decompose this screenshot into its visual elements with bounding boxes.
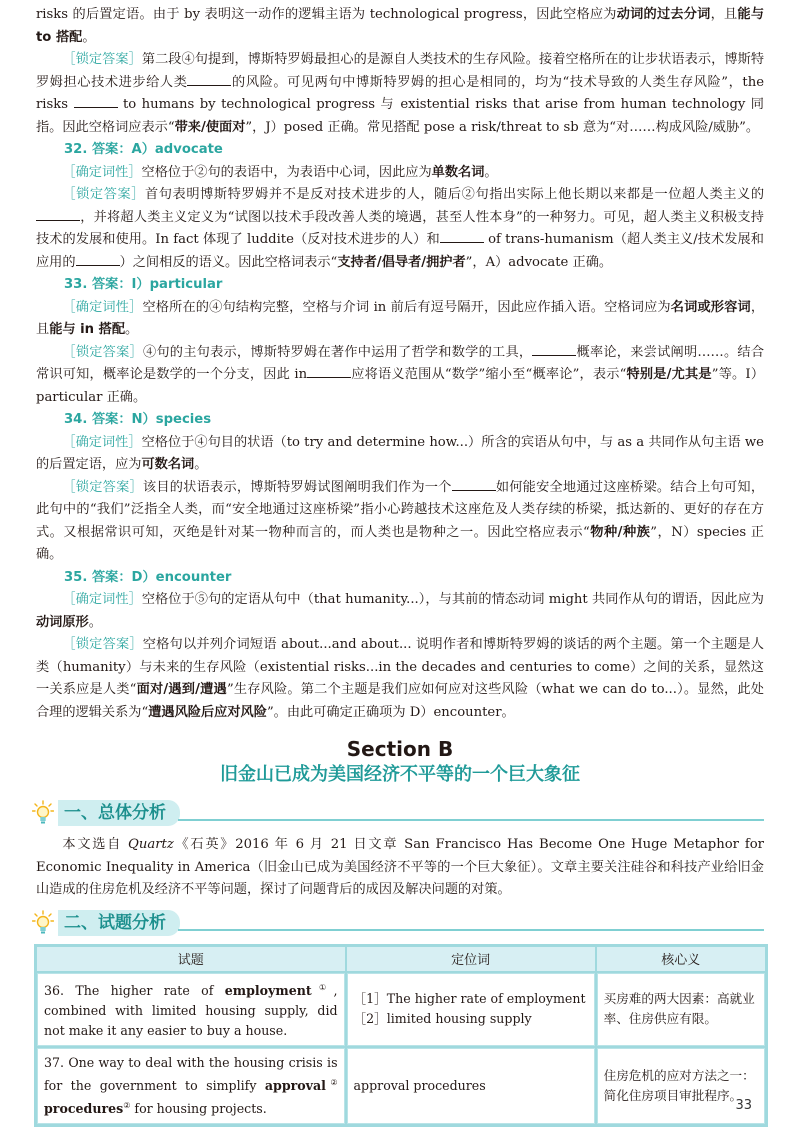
- lightbulb-icon: [32, 910, 54, 936]
- analysis-heading-label: 二、试题分析: [58, 910, 180, 936]
- page-number: 33: [735, 1098, 752, 1113]
- overview-paragraph: 本文选自 Quartz《石英》2016 年 6 月 21 日文章 San Francisco Has Become One Huge Metaphor for Economic Inequality in America（旧金山已成为美国经济不平等的一个巨大象征）。文章主要关注硅谷和科技产业给旧金山造成的住房危机及经济不平等问题，探讨了问题背后的成因及解决问题的对策。: [36, 837, 764, 897]
- answer-34: 34. 答案：N）species: [64, 412, 212, 427]
- q33-pos: ［确定词性］空格所在的④句结构完整，空格与介词 in 前后有逗号隔开，因此应作插入语。空格词应为名词或形容词，且能与 in 搭配。: [36, 299, 765, 337]
- blank-line: [532, 343, 576, 356]
- answer-33: 33. 答案：I）particular: [64, 277, 223, 292]
- blank-line: [452, 478, 496, 491]
- blank-line: [36, 208, 80, 221]
- q34-answer-detail: ［锁定答案］该目的状语表示，博斯特罗姆试图阐明我们作为一个 如何能安全地通过这座桥梁。结合上句可知，此句中的“我们”泛指全人类，而“安全地通过这座桥梁”指小心跨越技术这座危及人类存续的桥梁，抵达新的、更好的存在方式。又根据常识可知，灭绝是针对某一物种而言的，而人类也是物种之一。因此空格应表示“物种/种族”，N）species 正确。: [36, 479, 765, 562]
- locator-cell: approval procedures: [347, 1048, 595, 1124]
- column-header-locator: 定位词: [347, 947, 595, 971]
- blank-line: [187, 73, 231, 86]
- paragraph-q31-anchor: ［锁定答案］第二段④句提到，博斯特罗姆最担心的是源自人类技术的生存风险。接着空格所在的让步状语表示，博斯特罗姆担心技术进步给人类 的风险。可见两句中博斯特罗姆的担心是相同的，均为“技术导致的人类生存风险”，the risks to humans by technological progress 与 existential risks that arise from human technology 同指。因此空格词应表示“带来/使面对”，J）posed 正确。常见搭配 pose a risk/threat to sb 意为“对……构成风险/威胁”。: [36, 52, 765, 135]
- heading-divider: [178, 915, 764, 931]
- question-cell: 37. One way to deal with the housing crisis is for the government to simplify approval② procedures② for housing projects.: [37, 1048, 345, 1124]
- core-meaning-cell: 买房难的两大因素：高就业率、住房供应有限。: [597, 973, 765, 1046]
- table-row: [37, 973, 765, 1046]
- section-title: Section B: [346, 737, 454, 761]
- paragraph-q31-tail: risks 的后置定语。由于 by 表明这一动作的逻辑主语为 technological progress，因此空格应为动词的过去分词，且能与 to 搭配。: [36, 7, 765, 45]
- analysis-table: [35, 945, 767, 1127]
- section-subtitle: 旧金山已成为美国经济不平等的一个巨大象征: [220, 764, 580, 785]
- core-meaning-cell: 住房危机的应对方法之一：简化住房项目审批程序。: [597, 1048, 765, 1124]
- blank-line: [76, 253, 120, 266]
- q32-pos: ［确定词性］空格位于②句的表语中，为表语中心词，因此应为单数名词。: [62, 164, 498, 180]
- lightbulb-icon: [32, 800, 54, 826]
- column-header-core-meaning: 核心义: [597, 947, 765, 971]
- column-header-question: 试题: [37, 947, 345, 971]
- q35-answer-detail: ［锁定答案］空格句以并列介词短语 about...and about... 说明作者和博斯特罗姆的谈话的两个主题。第一个主题是人类（humanity）与未来的生存风险（existential risks...in the decades and centuries to come）之间的关系，显然这一关系应是人类“面对/遇到/遭遇”生存风险。第二个主题是我们应如何应对这些风险（what we can do to...）。显然，此处合理的逻辑关系为“遭遇风险后应对风险”。由此可确定正确项为 D）encounter。: [36, 637, 764, 720]
- q34-pos: ［确定词性］空格位于④句目的状语（to try and determine how...）所含的宾语从句中，与 as a 共同作从句主语 we 的后置定语，应为可数名词。: [36, 434, 764, 472]
- q33-answer-detail: ［锁定答案］④句的主句表示，博斯特罗姆在著作中运用了哲学和数学的工具， 概率论，来尝试阐明……。结合常识可知，概率论是数学的一个分支，因此 in 应将语义范围从“数学”缩小至“概率论”，表示“特别是/尤其是”等。I）particular 正确。: [36, 344, 765, 405]
- blank-line: [74, 95, 118, 108]
- page-content: [36, 4, 764, 1127]
- table-header-row: [37, 947, 765, 971]
- blank-line: [307, 365, 351, 378]
- heading-divider: [178, 805, 764, 821]
- overview-heading: [32, 798, 764, 828]
- answer-32: 32. 答案：A）advocate: [64, 142, 223, 157]
- q32-answer-detail: ［锁定答案］首句表明博斯特罗姆并不是反对技术进步的人，随后②句指出实际上他长期以来都是一位超人类主义的，并将超人类主义定义为“试图以技术手段改善人类的境遇，甚至人性本身”的一种努力。可见，超人类主义积极支持技术的发展和使用。In fact 体现了 luddite（反对技术进步的人）和 of trans-humanism（超人类主义/技术发展和应用的 ）之间相反的语义。因此空格词表示“支持者/倡导者/拥护者”，A）advocate 正确。: [36, 187, 765, 270]
- blank-line: [440, 230, 484, 243]
- question-cell: 36. The higher rate of employment①, combined with limited housing supply, did not make it any easier to buy a house.: [37, 973, 345, 1046]
- answer-35: 35. 答案：D）encounter: [64, 569, 232, 585]
- analysis-table-wrapper: [34, 944, 768, 1128]
- q35-pos: ［确定词性］空格位于⑤句的定语从句中（that humanity...），与其前的情态动词 might 共同作从句的谓语，因此应为动词原形。: [36, 592, 764, 630]
- table-row: [37, 1048, 765, 1124]
- analysis-heading: [32, 908, 764, 938]
- overview-heading-label: 一、总体分析: [58, 800, 180, 826]
- locator-cell: ［1］The higher rate of employment ［2］limited housing supply: [347, 973, 595, 1046]
